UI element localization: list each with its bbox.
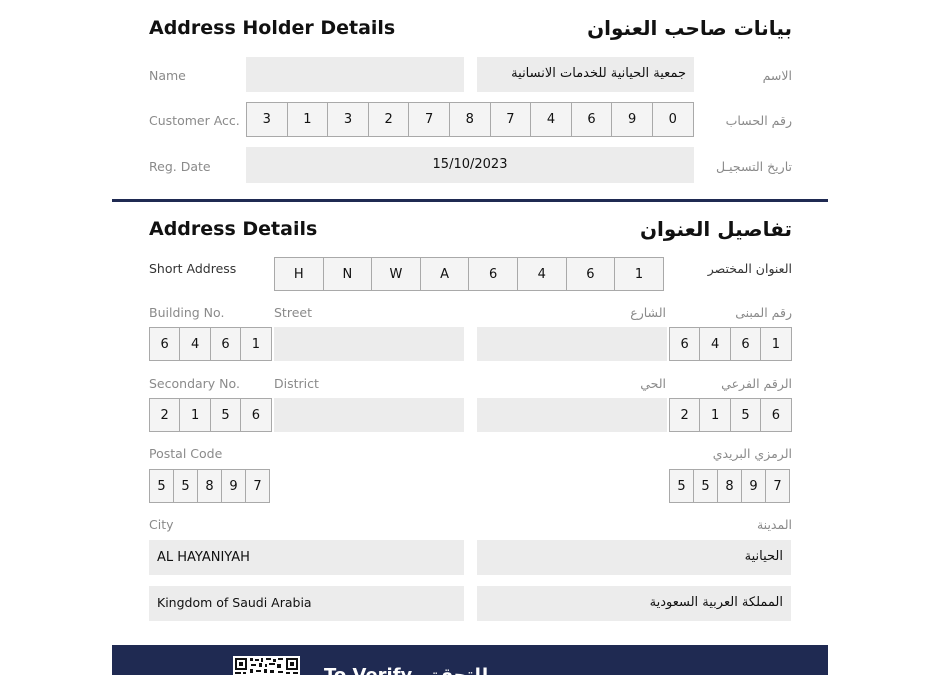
name-label-en: Name: [149, 68, 186, 83]
building-number-cells-en: [149, 327, 272, 361]
city-label-ar: المدينة: [756, 517, 792, 532]
reg-date-field: [246, 147, 694, 183]
building-digit-cell: 4: [179, 327, 210, 361]
postal-code-cells-en: [149, 469, 270, 503]
short-address-char-cell: H: [274, 257, 324, 291]
street-field-ar: [477, 327, 667, 361]
postal-digit-ar-cell: 5: [669, 469, 694, 503]
district-label-en: District: [274, 376, 319, 391]
building-digit-ar-cell: 4: [699, 327, 730, 361]
account-label-en: Customer Acc.: [149, 113, 240, 128]
account-digit-cell: 3: [246, 102, 288, 137]
secondary-digit-ar-cell: 5: [730, 398, 761, 432]
secondary-digit-cell: 6: [240, 398, 271, 432]
qr-code-icon[interactable]: [233, 656, 300, 675]
country-value-en: Kingdom of Saudi Arabia: [157, 595, 312, 610]
city-label-en: City: [149, 517, 174, 532]
district-field-ar: [477, 398, 667, 432]
verify-text: [324, 665, 488, 686]
building-digit-cell: 6: [149, 327, 180, 361]
postal-digit-ar-cell: 8: [717, 469, 742, 503]
secondary-number-cells-ar: [669, 398, 792, 432]
secondary-digit-ar-cell: 2: [669, 398, 700, 432]
country-field-ar: [477, 586, 791, 621]
name-label-ar: الاسم: [762, 68, 792, 83]
building-label-ar: رقم المبنى: [735, 305, 792, 320]
name-field-ar: [477, 57, 694, 92]
verify-footer: [112, 645, 828, 686]
city-value-ar: الحيانية: [744, 549, 783, 564]
address-title-en: Address Details: [149, 218, 318, 240]
postal-digit-ar-cell: 7: [765, 469, 790, 503]
reg-date-value: 15/10/2023: [432, 157, 508, 172]
address-title-ar: تفاصيل العنوان: [639, 217, 792, 241]
secondary-label-ar: الرقم الفرعي: [721, 376, 792, 391]
account-digit-cell: 6: [571, 102, 613, 137]
secondary-number-cells-en: [149, 398, 272, 432]
account-digit-cell: 8: [449, 102, 491, 137]
country-field-en: [149, 586, 464, 621]
building-digit-cell: 1: [240, 327, 271, 361]
secondary-digit-cell: 1: [179, 398, 210, 432]
postal-digit-cell: 5: [173, 469, 198, 503]
account-digit-cell: 3: [327, 102, 369, 137]
name-value-ar: جمعية الحيانية للخدمات الانسانية: [511, 66, 686, 81]
city-field-ar: [477, 540, 791, 575]
account-number-cells: [246, 102, 694, 137]
postal-digit-cell: 5: [149, 469, 174, 503]
short-address-label-en: Short Address: [149, 261, 237, 276]
secondary-digit-cell: 5: [210, 398, 241, 432]
street-field-en: [274, 327, 464, 361]
district-field-en: [274, 398, 464, 432]
building-label-en: Building No.: [149, 305, 225, 320]
building-digit-cell: 6: [210, 327, 241, 361]
reg-date-label-en: Reg. Date: [149, 159, 211, 174]
secondary-label-en: Secondary No.: [149, 376, 240, 391]
short-address-char-cell: W: [371, 257, 421, 291]
street-label-en: Street: [274, 305, 312, 320]
name-field-en: [246, 57, 464, 92]
short-address-char-cell: 1: [614, 257, 664, 291]
short-address-label-ar: العنوان المختصر: [707, 261, 792, 276]
country-value-ar: المملكة العربية السعودية: [649, 595, 783, 610]
account-digit-cell: 7: [490, 102, 532, 137]
short-address-cells: [274, 257, 664, 291]
secondary-digit-ar-cell: 6: [760, 398, 791, 432]
building-digit-ar-cell: 6: [669, 327, 700, 361]
secondary-digit-cell: 2: [149, 398, 180, 432]
postal-label-ar: الرمزي البريدي: [712, 446, 792, 461]
postal-digit-cell: 7: [245, 469, 270, 503]
short-address-char-cell: A: [420, 257, 470, 291]
account-digit-cell: 0: [652, 102, 694, 137]
short-address-char-cell: N: [323, 257, 373, 291]
account-digit-cell: 2: [368, 102, 410, 137]
verify-text-ar: للتحقق: [424, 665, 489, 686]
holder-title-ar: بيانات صاحب العنوان: [587, 16, 792, 40]
account-digit-cell: 9: [611, 102, 653, 137]
postal-digit-cell: 8: [197, 469, 222, 503]
postal-label-en: Postal Code: [149, 446, 223, 461]
building-digit-ar-cell: 1: [760, 327, 791, 361]
short-address-char-cell: 4: [517, 257, 567, 291]
postal-digit-ar-cell: 9: [741, 469, 766, 503]
postal-code-cells-ar: [669, 469, 790, 503]
short-address-char-cell: 6: [468, 257, 518, 291]
building-digit-ar-cell: 6: [730, 327, 761, 361]
district-label-ar: الحي: [640, 376, 666, 391]
holder-title-en: Address Holder Details: [149, 17, 396, 39]
secondary-digit-ar-cell: 1: [699, 398, 730, 432]
account-digit-cell: 4: [530, 102, 572, 137]
section-divider: [112, 199, 828, 202]
city-value-en: AL HAYANIYAH: [157, 550, 250, 565]
verify-text-en: To Verify: [324, 665, 413, 686]
postal-digit-cell: 9: [221, 469, 246, 503]
reg-date-label-ar: تاريخ التسجيـل: [715, 159, 792, 174]
street-label-ar: الشارع: [630, 305, 666, 320]
account-digit-cell: 7: [408, 102, 450, 137]
account-digit-cell: 1: [287, 102, 329, 137]
postal-digit-ar-cell: 5: [693, 469, 718, 503]
city-field-en: [149, 540, 464, 575]
short-address-char-cell: 6: [566, 257, 616, 291]
building-number-cells-ar: [669, 327, 792, 361]
account-label-ar: رقم الحساب: [725, 113, 792, 128]
